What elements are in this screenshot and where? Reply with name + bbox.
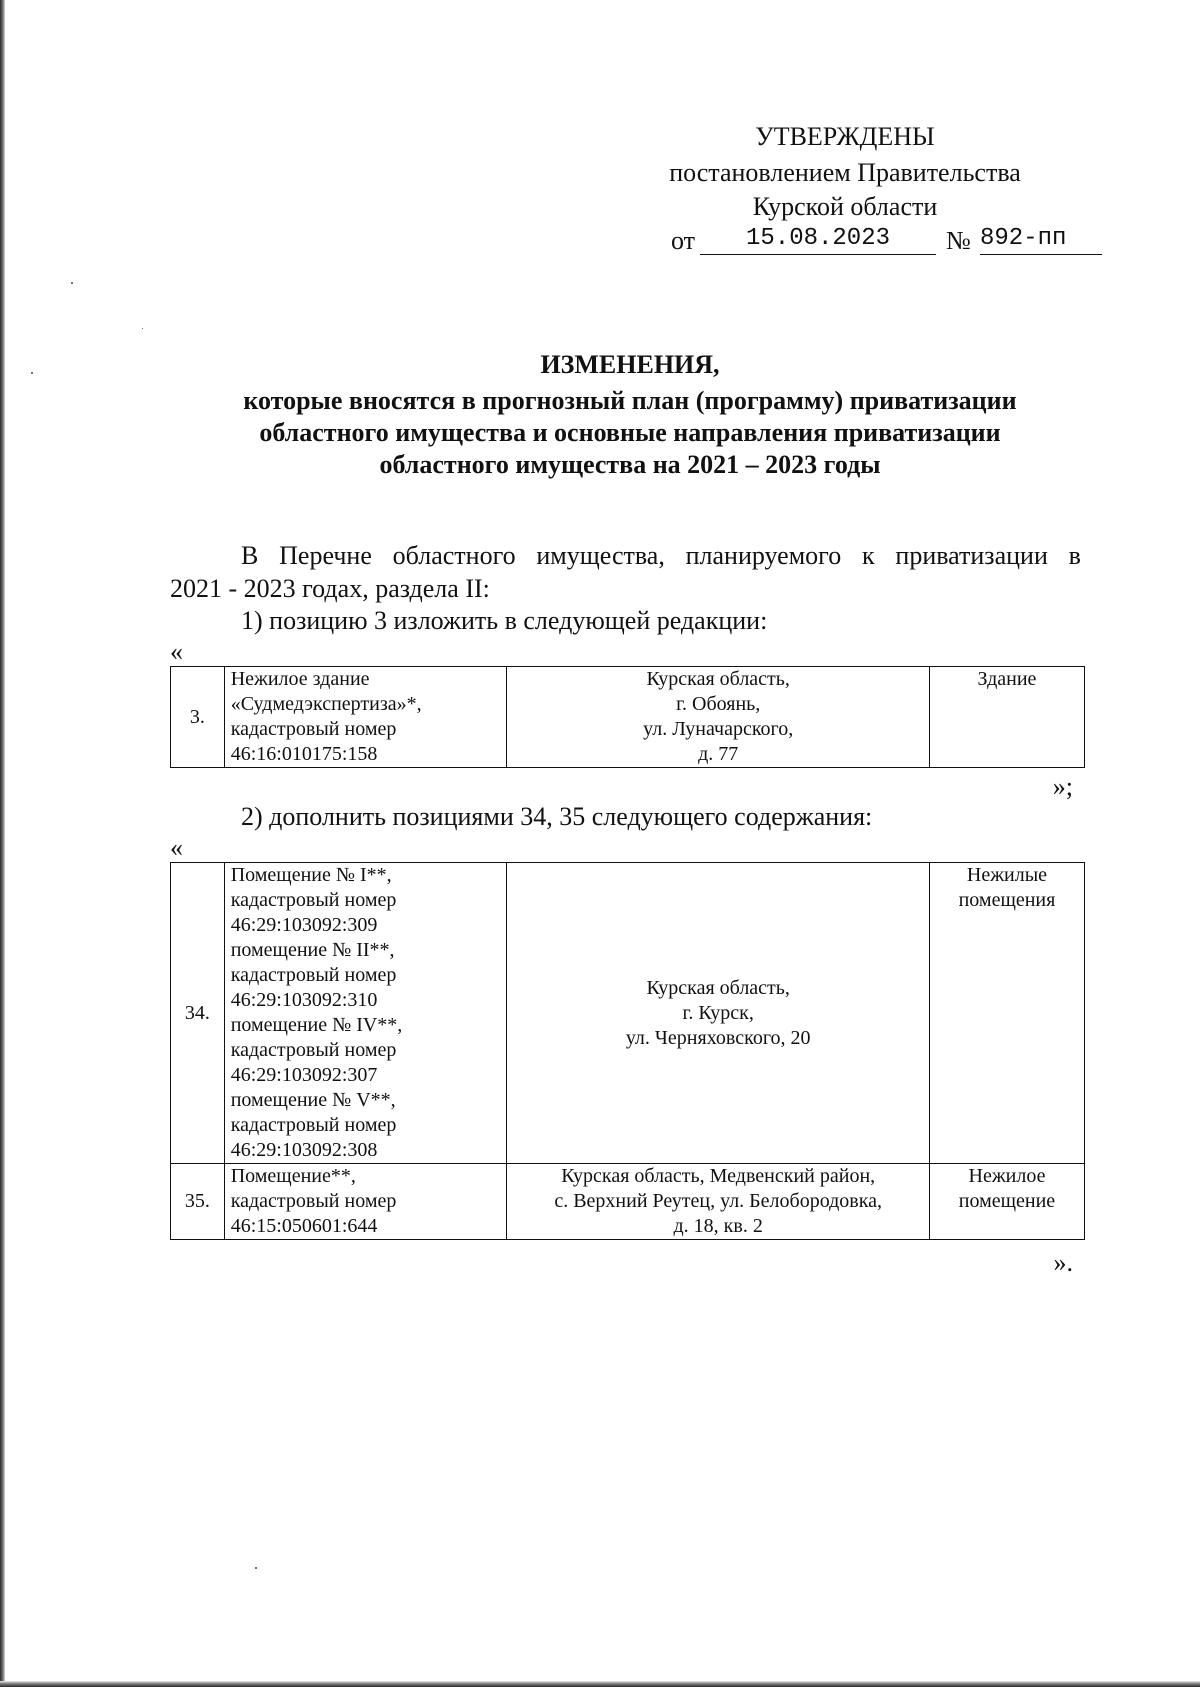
row-number: 35. — [171, 1164, 225, 1240]
scan-bottom-edge — [0, 1681, 1200, 1687]
intro-word: В — [241, 541, 259, 570]
intro-word: планируемого — [685, 541, 842, 570]
property-address: Курская область, г. Курск, ул. Черняховского, 20 — [507, 863, 930, 1164]
approval-line-3: Курской области — [752, 192, 938, 221]
intro-word: Перечне — [279, 541, 372, 570]
intro-word: приватизации — [895, 541, 1048, 570]
property-table-positions-34-35 — [170, 862, 1085, 1240]
table-row — [171, 1164, 1085, 1240]
property-table-position-3 — [170, 666, 1085, 768]
table-row — [171, 667, 1085, 768]
scan-left-edge — [0, 0, 5, 1687]
intro-paragraph-line-2: 2021 - 2023 годах, раздела II: — [170, 574, 490, 603]
decree-number: 892-пп — [980, 224, 1102, 255]
intro-word: к — [861, 541, 875, 570]
property-name: Помещение**, кадастровый номер 46:15:050601:644 — [224, 1164, 507, 1240]
item-1-text: 1) позицию 3 изложить в следующей редакции: — [241, 606, 768, 635]
closing-quote: »; — [1052, 772, 1073, 801]
approval-heading: УТВЕРЖДЕНЫ — [755, 122, 935, 151]
property-address: Курская область, г. Обоянь, ул. Луначарского, д. 77 — [507, 667, 930, 768]
intro-word: имущества, — [536, 541, 665, 570]
property-name: Помещение № I**, кадастровый номер 46:29:103092:309 помещение № II**, кадастровый номер 46:29:103092:310 помещение № IV**, кадастровый номер 46:29:103092:307 помещение № V**, кадастровый номер 46:29:103092:308 — [224, 863, 507, 1164]
property-type: Нежилые помещения — [929, 863, 1084, 1164]
scan-speck — [31, 372, 33, 374]
property-type: Здание — [929, 667, 1084, 768]
document-subtitle-line-1: которые вносятся в прогнозный план (программу) приватизации — [243, 386, 1017, 415]
decree-date: 15.08.2023 — [700, 224, 936, 255]
intro-paragraph-line-1 — [241, 541, 1081, 571]
document-subtitle-line-2: областного имущества и основные направления приватизации — [259, 418, 1001, 447]
approval-line-2: постановлением Правительства — [669, 158, 1021, 187]
document-subtitle-line-3: областного имущества на 2021 – 2023 годы — [379, 450, 881, 479]
intro-word: в — [1068, 541, 1081, 570]
table-row — [171, 863, 1085, 1164]
scan-speck — [71, 282, 73, 284]
item-2-text: 2) дополнить позициями 34, 35 следующего содержания: — [241, 802, 873, 831]
property-address: Курская область, Медвенский район, с. Верхний Реутец, ул. Белобородовка, д. 18, кв. 2 — [507, 1164, 930, 1240]
document-title: ИЗМЕНЕНИЯ, — [540, 350, 720, 379]
number-label: № — [946, 226, 971, 255]
row-number: 3. — [171, 667, 225, 768]
opening-quote: « — [170, 637, 183, 666]
row-number: 34. — [171, 863, 225, 1164]
scan-speck — [142, 328, 143, 329]
property-name: Нежилое здание «Судмедэкспертиза»*, кадастровый номер 46:16:010175:158 — [224, 667, 507, 768]
property-type: Нежилое помещение — [929, 1164, 1084, 1240]
closing-quote: ». — [1053, 1248, 1073, 1277]
opening-quote: « — [170, 833, 183, 862]
from-label: от — [671, 226, 696, 255]
intro-word: областного — [392, 541, 516, 570]
scan-speck — [255, 1567, 257, 1569]
